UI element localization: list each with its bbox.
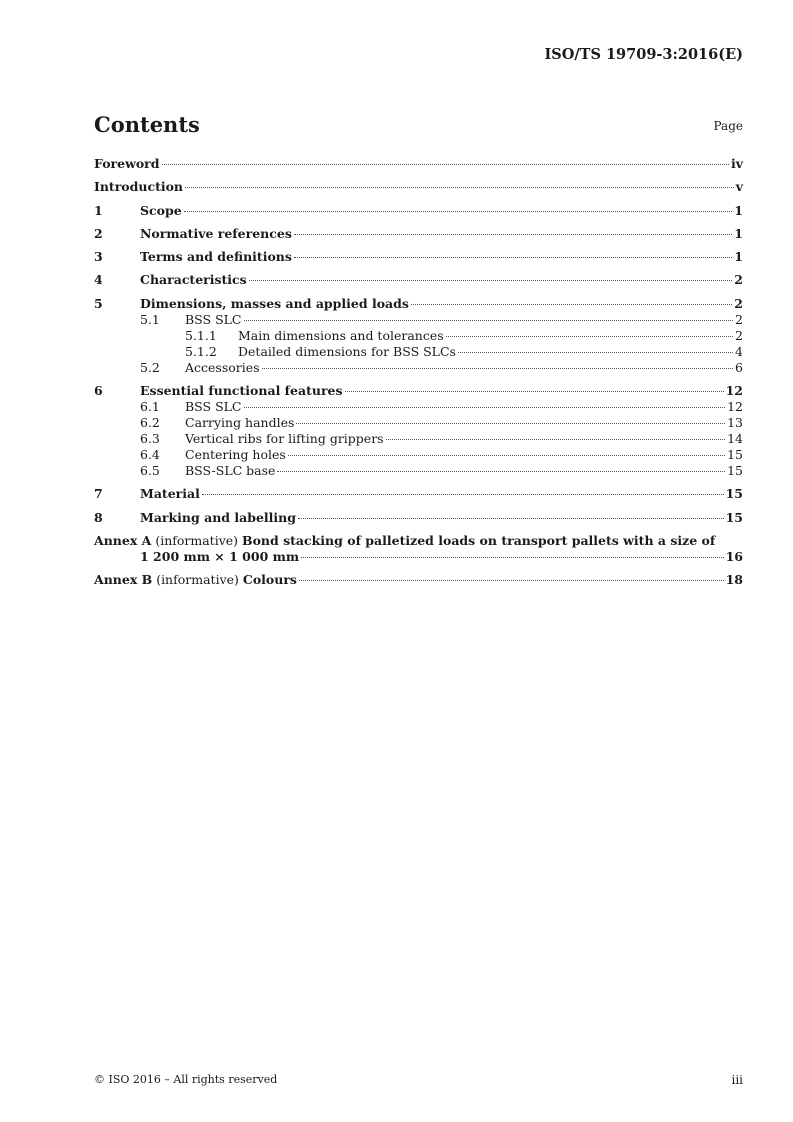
toc-entry-label: Normative references (140, 225, 292, 241)
toc-entry-label: Vertical ribs for lifting grippers (185, 431, 384, 447)
annex-prefix: Annex A (94, 532, 152, 548)
page-title: Contents (94, 112, 200, 137)
leader-dots (162, 164, 729, 165)
toc-entry-label: Terms and definitions (140, 249, 292, 265)
toc-entry-label: Main dimensions and tolerances (238, 327, 444, 343)
toc-entry[interactable] (94, 203, 743, 219)
leader-dots (244, 320, 734, 321)
toc-entry-number: 3 (94, 249, 103, 265)
leader-dots (299, 580, 724, 581)
toc-entry[interactable] (94, 156, 743, 172)
leader-dots (411, 304, 732, 305)
leader-dots (202, 494, 724, 495)
annex-qualifier: (informative) (156, 572, 239, 588)
toc-entry-number: 5.1.1 (185, 327, 217, 343)
leader-dots (294, 234, 732, 235)
leader-dots (277, 471, 725, 472)
toc-entry-number: 6.3 (140, 431, 160, 447)
toc-entry-label: Accessories (185, 359, 260, 375)
leader-dots (185, 187, 734, 188)
footer-copyright: © ISO 2016 – All rights reserved (94, 1073, 278, 1086)
toc-entry-label: Scope (140, 202, 182, 218)
toc-entry-number: 6 (94, 383, 103, 399)
footer-page-number: iii (731, 1073, 743, 1087)
toc-entry-number: 8 (94, 509, 103, 525)
toc-entry-label: BSS SLC (185, 399, 242, 415)
toc-page-number: 16 (725, 548, 743, 564)
toc-entry[interactable] (94, 179, 743, 195)
toc-entry-label: Material (140, 486, 200, 502)
toc-entry-number: 5 (94, 295, 103, 311)
toc-page-number: 4 (735, 343, 743, 359)
toc-entry[interactable] (94, 463, 743, 479)
toc-entry[interactable] (94, 415, 743, 431)
toc-entry[interactable] (94, 272, 743, 288)
toc-page-number: 14 (727, 431, 743, 447)
toc-entry-label: Characteristics (140, 272, 247, 288)
toc-entry-number: 4 (94, 272, 103, 288)
toc-entry-number: 5.2 (140, 359, 160, 375)
toc-entry[interactable] (94, 249, 743, 265)
leader-dots (458, 352, 733, 353)
annex-qualifier: (informative) (155, 532, 239, 548)
toc-entry-label: Detailed dimensions for BSS SLCs (238, 343, 456, 359)
leader-dots (446, 336, 733, 337)
toc-page-number: 6 (735, 359, 743, 375)
toc-entry[interactable] (94, 486, 743, 502)
toc-entry-number: 6.4 (140, 447, 160, 463)
toc-page-number: iv (730, 156, 743, 171)
toc-entry-label: Carrying handles (185, 415, 295, 431)
leader-dots (386, 439, 725, 440)
toc-annex-b[interactable] (94, 572, 743, 588)
toc-entry[interactable] (94, 328, 743, 344)
leader-dots (298, 518, 724, 519)
toc-entry-label: Introduction (94, 179, 184, 195)
toc-entry-label: Foreword (94, 156, 160, 171)
page-column-label: Page (713, 119, 743, 133)
toc-page-number: 18 (725, 572, 743, 588)
annex-title: Colours (242, 572, 297, 588)
toc-entry[interactable] (94, 360, 743, 376)
toc-page-number: 12 (725, 383, 743, 399)
toc-annex-a[interactable] (94, 533, 743, 565)
toc-page-number: 2 (734, 272, 743, 288)
annex-title-cont: 1 200 mm × 1 000 mm (140, 548, 300, 564)
leader-dots (294, 257, 732, 258)
toc-entry-number: 5.1 (140, 311, 160, 327)
toc-entry-number: 5.1.2 (185, 343, 217, 359)
toc-page-number: 2 (735, 327, 743, 343)
leader-dots (249, 280, 733, 281)
toc-entry-label: Essential functional features (140, 383, 343, 399)
toc-page-number: 1 (734, 249, 743, 265)
toc-entry[interactable] (94, 510, 743, 526)
toc-entry-number: 6.5 (140, 463, 160, 479)
toc-entry-label: Dimensions, masses and applied loads (140, 295, 409, 311)
toc-page-number: 12 (727, 399, 743, 415)
toc-entry[interactable] (94, 296, 743, 312)
toc-page-number: 15 (727, 447, 743, 463)
leader-dots (345, 391, 724, 392)
toc-page-number: 2 (734, 295, 743, 311)
header-doc-code: ISO/TS 19709-3:2016(E) (544, 46, 743, 63)
toc-entry-label: Centering holes (185, 447, 286, 463)
toc-entry-label: Marking and labelling (140, 509, 297, 525)
toc-entry[interactable] (94, 226, 743, 242)
toc-page-number: 15 (725, 486, 743, 502)
leader-dots (301, 557, 724, 558)
toc-entry-number: 6.1 (140, 399, 160, 415)
toc-page-number: 15 (727, 463, 743, 479)
annex-title: Bond stacking of palletized loads on transport pallets with a size of (242, 532, 716, 548)
toc-entry[interactable] (94, 312, 743, 328)
leader-dots (184, 211, 733, 212)
toc-entry[interactable] (94, 447, 743, 463)
leader-dots (296, 423, 725, 424)
leader-dots (288, 455, 725, 456)
leader-dots (262, 368, 733, 369)
toc-entry[interactable] (94, 383, 743, 399)
toc-page-number: 1 (734, 225, 743, 241)
annex-prefix: Annex B (94, 572, 153, 588)
toc-entry-label: BSS SLC (185, 311, 242, 327)
toc-entry-label: BSS-SLC base (185, 463, 276, 479)
toc-entry[interactable] (94, 344, 743, 360)
toc-page-number: v (735, 179, 743, 195)
toc-page-number: 15 (725, 509, 743, 525)
toc-entry[interactable] (94, 431, 743, 447)
toc-entry[interactable] (94, 399, 743, 415)
toc-entry-number: 6.2 (140, 415, 160, 431)
leader-dots (244, 407, 726, 408)
toc-entry-number: 1 (94, 202, 103, 218)
toc-page-number: 2 (735, 311, 743, 327)
toc-page-number: 13 (727, 415, 743, 431)
toc-entry-number: 2 (94, 225, 103, 241)
table-of-contents (94, 156, 743, 588)
toc-entry-number: 7 (94, 486, 103, 502)
toc-page-number: 1 (734, 202, 743, 218)
